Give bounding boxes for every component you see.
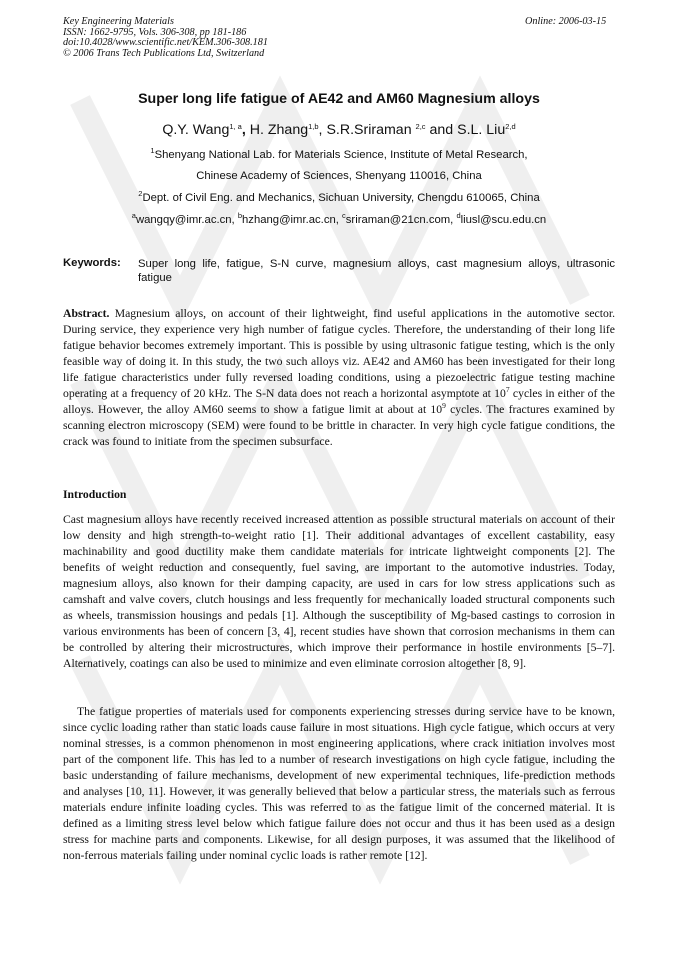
author-name: Q.Y. Wang [162, 122, 230, 138]
exponent: 9 [442, 401, 446, 410]
affiliation-mark: 1 [150, 146, 155, 155]
author-list [0, 122, 678, 138]
author-separator: , [318, 122, 327, 138]
affiliation-1-line-1 [0, 146, 678, 161]
online-date: Online: 2006-03-15 [525, 16, 607, 27]
author-emails [0, 211, 678, 226]
email-mark: c [342, 211, 346, 220]
abstract-text: Magnesium alloys, on account of their lightweight, find useful applications in the automotive sector. During service, they experience very high number of fatigue cycles. Therefore, the understanding of their long life fatigue behavior becomes extremely important. This is possible by using ultrasonic fatigue testing, which is the only feasible way of doing it. In this study, the two such alloys viz. AE42 and AM60 has been investigated for their long life fatigue characteristics under fully reversed loading conditions, using a piezoelectric fatigue testing machine operating at a frequency of 20 kHz. The S-N data does not reach a horizontal asymptote at 10 [63, 307, 615, 400]
email-mark: a [131, 211, 136, 220]
abstract-text: cycles. The fractures examined by scanning electron microscopy (SEM) were found to be brittle in character. In very high cycle fatigue conditions, the crack was found to initiate from the specimen subsurface. [63, 403, 615, 448]
affiliation-mark: 2 [138, 189, 143, 198]
email-link[interactable]: hzhang@imr.ac.cn, [242, 214, 343, 226]
issn-line: ISSN: 1662-9795, Vols. 306-308, pp 181-186 [63, 26, 247, 38]
affiliation-2 [0, 189, 678, 204]
author-name: H. Zhang [249, 122, 309, 138]
affiliation-text: Dept. of Civil Eng. and Mechanics, Sichuan University, Chengdu 610065, China [142, 192, 540, 204]
email-mark: d [456, 211, 461, 220]
keywords-label: Keywords: [63, 257, 121, 269]
introduction-paragraph-2: The fatigue properties of materials used for components experiencing stresses during service have to be known, since cyclic loading rather than static loads cause failure in most situations. High cycle fatigue, which occurs at very nominal stresses, is a common phenomenon in most engineering applications, where crack initiation involves most part of the component life. This has led to a number of research investigations on high cycle fatigue, including the basic understanding of failure mechanisms, development of new experimental techniques, life-prediction methods and analyses [10, 11]. However, it was generally believed that below a particular stress, the materials such as ferrous materials endure infinite loading cycles. This was referred to as the fatigue limit of the concerned material. It is defined as a limiting stress level below which fatigue failure does not occur and thus it has been used as a design stress for machine parts and components. Likewise, for all design purposes, it was assumed that the likelihood of non-ferrous materials failing under nominal cyclic loads is rather remote [12]. [63, 705, 615, 862]
author-affiliation-mark: 2,c [415, 122, 426, 131]
doi-line: doi:10.4028/www.scientific.net/KEM.306-308.181 [63, 37, 268, 49]
email-link[interactable]: sriraman@21cn.com, [345, 214, 457, 226]
exponent: 7 [505, 385, 510, 394]
affiliation-text: Shenyang National Lab. for Materials Science, Institute of Metal Research, [154, 149, 528, 161]
abstract-paragraph [63, 306, 615, 450]
author-affiliation-mark: 1,b [308, 122, 319, 131]
author-name: S.L. Liu [457, 122, 506, 138]
keywords-text: Super long life, fatigue, S-N curve, magnesium alloys, cast magnesium alloys, ultrasonic fatigue [138, 258, 615, 284]
journal-name: Key Engineering Materials [63, 16, 174, 27]
introduction-paragraph-1: Cast magnesium alloys have recently received increased attention as possible structural materials on account of their low density and high strength-to-weight ratio [1]. Their additional advantages of excellent castability, easy machinability and good ductility make them candidate materials for intricate lightweight components [2]. The benefits of weight reduction and consequently, fuel saving, are important to the automotive industries. Today, magnesium alloys, also known for their damping capacity, are used in cars for low stress applications such as camshaft and valve covers, clutch housings and less frequently for mechanically loaded structural components such as wheels, transmission housings and pedals [1]. Although the susceptibility of Mg-based castings to corrosion in various environments has been of concern [3, 4], recent studies have shown that corrosion mechanisms in them can be controlled by altering their microstructures, which improve their performance in hostile environments [5–7]. Alternatively, coatings can also be used to minimize and even eliminate corrosion altogether [8, 9]. [63, 513, 615, 670]
author-affiliation-mark: 2,d [505, 122, 516, 131]
author-name: S.R.Sriraman [326, 122, 416, 138]
email-mark: b [237, 211, 243, 220]
author-affiliation-mark: 1, a [229, 122, 242, 131]
section-heading-introduction: Introduction [63, 488, 127, 501]
abstract-label: Abstract. [63, 307, 110, 320]
author-separator: and [425, 122, 458, 138]
author-separator: , [241, 122, 250, 138]
abstract-text: cycles in either of the alloys. However, the alloy AM60 seems to show a fatigue limit at about at 10 [63, 387, 615, 416]
copyright-line: © 2006 Trans Tech Publications Ltd, Switzerland [63, 47, 265, 59]
email-link[interactable]: wangqy@imr.ac.cn, [135, 214, 238, 226]
journal-info [63, 17, 268, 59]
affiliation-1-line-2: Chinese Academy of Sciences, Shenyang 110016, China [196, 170, 482, 182]
email-link[interactable]: liusl@scu.edu.cn [460, 214, 547, 226]
paper-title: Super long life fatigue of AE42 and AM60 Magnesium alloys [138, 91, 540, 107]
